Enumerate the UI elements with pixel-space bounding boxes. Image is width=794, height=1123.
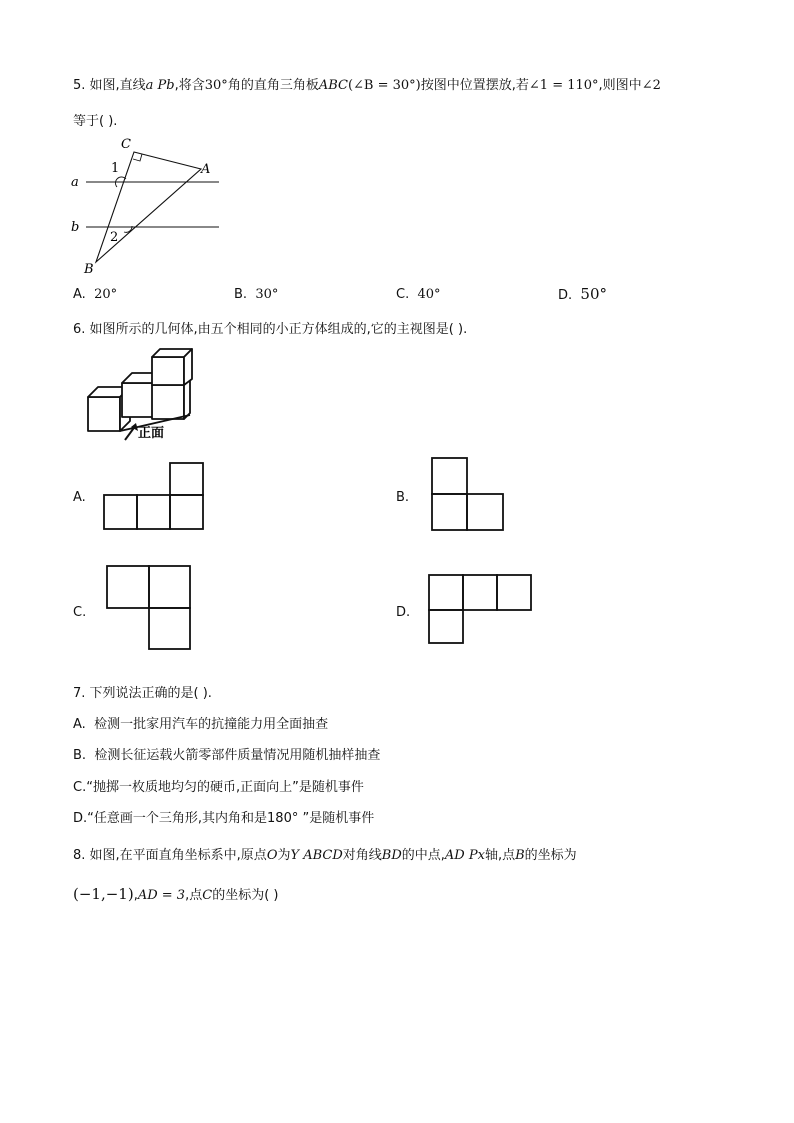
q6-option-c-label[interactable]: C.: [73, 605, 87, 620]
label-c: C: [121, 137, 131, 152]
label-angle2: 2: [110, 230, 119, 245]
label-line-b: b: [71, 220, 80, 235]
q5-triangle-name: ABC: [318, 78, 348, 93]
q5-stem-line2: 等于( ).: [73, 114, 118, 129]
q6-option-d-label[interactable]: D.: [396, 605, 411, 620]
q5-option-d[interactable]: D. 50°: [558, 285, 608, 303]
q7-option-c[interactable]: C.“抛掷一枚质地均匀的硬币,正面向上”是随机事件: [73, 780, 364, 795]
q5-figure: [66, 132, 226, 278]
q5-stem-e: ,则图中: [598, 78, 642, 93]
q5-option-c[interactable]: C. 40°: [396, 287, 441, 302]
q7-option-b[interactable]: B. 检测长征运载火箭零部件质量情况用随机抽样抽查: [73, 748, 381, 763]
q5-option-a[interactable]: A. 20°: [73, 287, 118, 302]
q6-option-a-figure[interactable]: [102, 461, 206, 533]
q6-option-b-label[interactable]: B.: [396, 490, 410, 505]
q8-ad-parallel-x: AD Px: [444, 848, 485, 863]
front-label: 正面: [138, 426, 165, 441]
q6-solid-figure: [80, 345, 200, 445]
q5-stem-b: ,将含: [174, 78, 205, 93]
q6-option-a-label[interactable]: A.: [73, 490, 86, 505]
q5-stem-a: 5. 如图,直线: [73, 78, 146, 93]
label-a-vertex: A: [201, 162, 211, 177]
q6-stem: 6. 如图所示的几何体,由五个相同的小正方体组成的,它的主视图是( ).: [73, 322, 468, 337]
right-angle-mark: [133, 154, 142, 161]
q7-option-d[interactable]: D.“任意画一个三角形,其内角和是180° ”是随机事件: [73, 811, 375, 826]
q5-option-b[interactable]: B. 30°: [234, 287, 279, 302]
q5-stem-line1: [73, 74, 661, 93]
q8-ad-length: AD = 3: [137, 888, 186, 903]
label-line-a: a: [71, 175, 79, 190]
q8-origin-o: O: [266, 848, 278, 863]
q5-angle-b: (∠B = 30°): [347, 78, 421, 93]
q8-point-b: B: [515, 848, 525, 863]
q5-stem-d: 按图中位置摆放,若: [420, 78, 529, 93]
q5-stem-c: 角的直角三角板: [227, 78, 319, 93]
q8-parallelogram: Y ABCD: [290, 848, 343, 863]
q8-stem-line1: 8. 如图,在平面直角坐标系中,原点O为Y ABCD对角线BD的中点,AD Px轴,点B的坐标为: [73, 848, 577, 863]
q5-angle1: ∠1 = 110°: [528, 78, 599, 93]
q5-angle2: ∠2: [641, 78, 661, 93]
q8-diagonal-bd: BD: [381, 848, 402, 863]
label-angle1: 1: [111, 161, 120, 176]
q6-option-b-figure[interactable]: [430, 456, 506, 532]
q5-deg30: 30°: [204, 78, 228, 93]
q7-stem: 7. 下列说法正确的是( ).: [73, 686, 212, 701]
q8-coord-b: (−1,−1): [73, 885, 134, 903]
q6-option-d-figure[interactable]: [427, 573, 535, 645]
label-b-vertex: B: [84, 262, 94, 277]
q6-option-c-figure[interactable]: [105, 564, 193, 652]
q7-option-a[interactable]: A. 检测一批家用汽车的抗撞能力用全面抽查: [73, 717, 329, 732]
q8-point-c: C: [202, 888, 213, 903]
q5-parallel-relation: a Pb: [145, 78, 175, 93]
q8-stem-line2: (−1,−1),AD = 3,点C的坐标为( ): [73, 885, 279, 903]
